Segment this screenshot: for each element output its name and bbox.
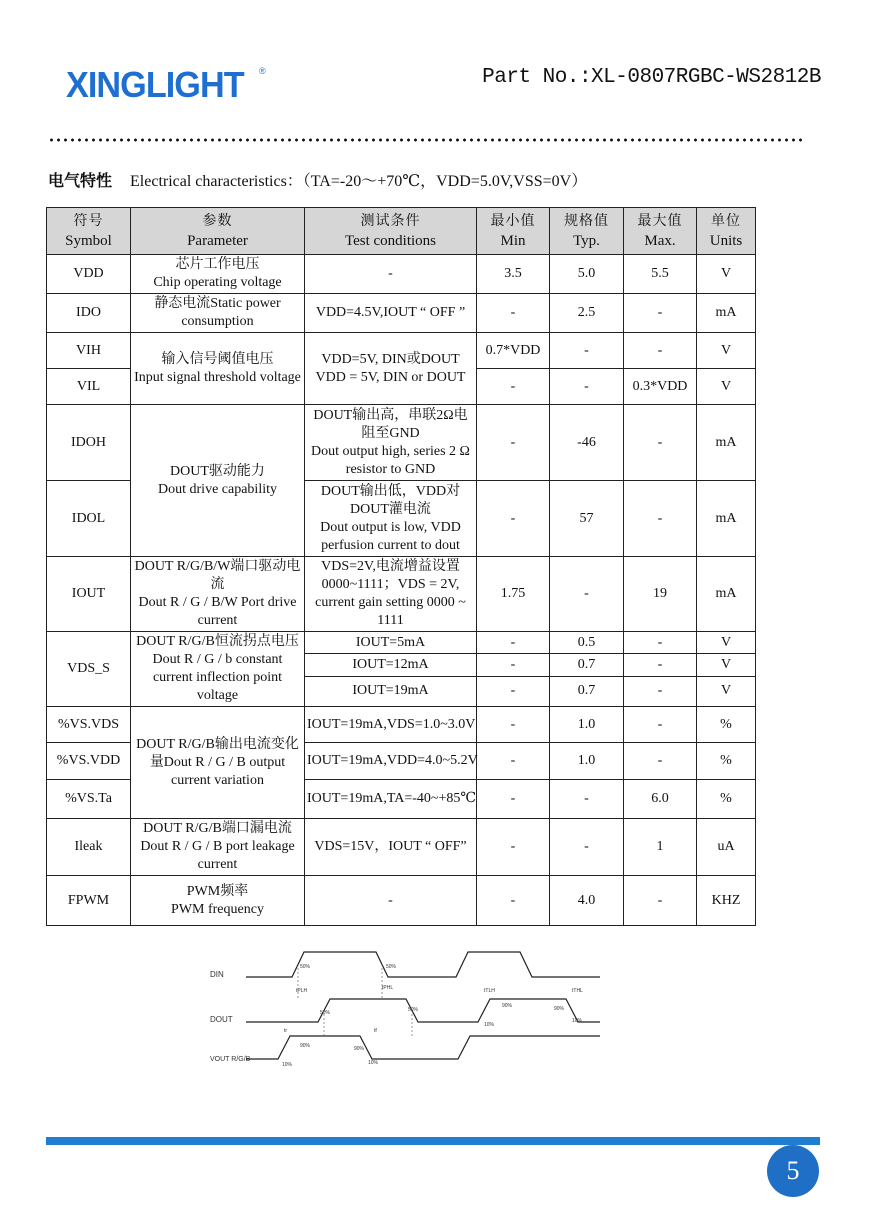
cell-parameter: 芯片工作电压 Chip operating voltage [131, 255, 305, 294]
cell-max: - [624, 333, 697, 369]
header-parameter: 参数 Parameter [131, 208, 305, 255]
cell-min: 0.7*VDD [477, 333, 550, 369]
cell-condition: - [305, 876, 477, 926]
dout-50-rise: 50% [320, 1010, 331, 1016]
header-typ: 规格值 Typ. [550, 208, 624, 255]
cell-min: - [477, 743, 550, 780]
cell-unit: V [697, 255, 756, 294]
din-50-fall: 50% [386, 964, 397, 970]
cell-parameter: 输入信号阈值电压 Input signal threshold voltage [131, 333, 305, 405]
dout-90-a: 90% [502, 1003, 513, 1009]
dout-waveform [246, 999, 600, 1022]
tplh-label: tPLH [296, 988, 308, 994]
cell-unit: % [697, 743, 756, 780]
cell-max: 0.3*VDD [624, 369, 697, 405]
cell-unit: V [697, 369, 756, 405]
cell-condition: IOUT=19mA,VDS=1.0~3.0V [305, 707, 477, 743]
cell-unit: % [697, 780, 756, 819]
tthl-label: tTHL [572, 988, 583, 994]
cell-condition: - [305, 255, 477, 294]
vout-90-a: 90% [300, 1043, 311, 1049]
cell-min: - [477, 632, 550, 654]
cell-symbol: FPWM [47, 876, 131, 926]
cell-max: - [624, 876, 697, 926]
cell-typ: 1.0 [550, 743, 624, 780]
cell-condition: IOUT=5mA [305, 632, 477, 654]
cell-condition: DOUT输出高，串联2Ω电阻至GND Dout output high, series 2 Ω resistor to GND [305, 405, 477, 481]
cell-min: 1.75 [477, 557, 550, 632]
table-row [47, 632, 756, 654]
cell-parameter: 静态电流Static power consumption [131, 294, 305, 333]
cell-unit: mA [697, 557, 756, 632]
cell-unit: uA [697, 819, 756, 876]
cell-symbol: VDS_S [47, 632, 131, 707]
table-row [47, 294, 756, 333]
cell-max: - [624, 481, 697, 557]
xinglight-logo: XINGLIGHT [66, 64, 244, 105]
table-row [47, 707, 756, 743]
cell-condition: IOUT=19mA,VDD=4.0~5.2V [305, 743, 477, 780]
cell-min: - [477, 819, 550, 876]
dout-label: DOUT [210, 1015, 233, 1024]
registered-mark: ® [259, 66, 266, 76]
cell-symbol: IDO [47, 294, 131, 333]
cell-min: 3.5 [477, 255, 550, 294]
table-row [47, 405, 756, 481]
cell-condition: IOUT=19mA,TA=-40~+85℃ [305, 780, 477, 819]
cell-parameter: PWM频率 PWM frequency [131, 876, 305, 926]
header-units: 单位 Units [697, 208, 756, 255]
cell-max: - [624, 707, 697, 743]
cell-unit: V [697, 333, 756, 369]
cell-typ: 0.7 [550, 676, 624, 706]
cell-min: - [477, 707, 550, 743]
cell-typ: 57 [550, 481, 624, 557]
section-heading [48, 168, 587, 191]
part-number: Part No.:XL-0807RGBC-WS2812B [482, 66, 821, 89]
cell-parameter: DOUT驱动能力 Dout drive capability [131, 405, 305, 557]
tphl-label: tPHL [382, 985, 394, 991]
cell-max: 1 [624, 819, 697, 876]
cell-max: - [624, 294, 697, 333]
section-title-zh: 电气特性 [48, 171, 113, 190]
cell-unit: V [697, 676, 756, 706]
table-row [47, 876, 756, 926]
cell-unit: mA [697, 405, 756, 481]
cell-condition: DOUT输出低，VDD对DOUT灌电流 Dout output is low, VDD perfusion current to dout [305, 481, 477, 557]
cell-typ: -46 [550, 405, 624, 481]
cell-typ: 4.0 [550, 876, 624, 926]
cell-max: - [624, 632, 697, 654]
cell-min: - [477, 876, 550, 926]
cell-symbol: IDOH [47, 405, 131, 481]
cell-typ: - [550, 333, 624, 369]
table-row [47, 557, 756, 632]
table-row [47, 819, 756, 876]
cell-typ: - [550, 369, 624, 405]
cell-symbol: IDOL [47, 481, 131, 557]
din-50-rise: 50% [300, 964, 311, 970]
cell-condition: VDS=2V,电流增益设置0000~1111；VDS = 2V, current gain setting 0000 ~ 1111 [305, 557, 477, 632]
cell-unit: mA [697, 294, 756, 333]
din-label: DIN [210, 970, 224, 979]
vout-90-b: 90% [354, 1046, 365, 1052]
cell-symbol: VIH [47, 333, 131, 369]
cell-typ: - [550, 819, 624, 876]
footer-bar [46, 1137, 820, 1145]
table-row [47, 333, 756, 369]
cell-min: - [477, 780, 550, 819]
cell-symbol: VDD [47, 255, 131, 294]
tr-label: tr [284, 1028, 288, 1034]
electrical-characteristics-table [46, 207, 756, 926]
cell-condition: VDD=4.5V,IOUT “ OFF ” [305, 294, 477, 333]
tf-label: tf [374, 1028, 377, 1034]
timing-diagram [210, 944, 602, 1072]
cell-parameter: DOUT R/G/B端口漏电流 Dout R / G / B port leakage current [131, 819, 305, 876]
header-symbol: 符号 Symbol [47, 208, 131, 255]
cell-max: 6.0 [624, 780, 697, 819]
cell-max: 19 [624, 557, 697, 632]
cell-symbol: %VS.Ta [47, 780, 131, 819]
page-number: 5 [767, 1145, 819, 1197]
cell-symbol: Ileak [47, 819, 131, 876]
cell-unit: V [697, 654, 756, 676]
cell-symbol: %VS.VDS [47, 707, 131, 743]
cell-typ: 1.0 [550, 707, 624, 743]
cell-parameter: DOUT R/G/B/W端口驱动电流 Dout R / G / B/W Port drive current [131, 557, 305, 632]
cell-min: - [477, 369, 550, 405]
cell-condition: IOUT=19mA [305, 676, 477, 706]
cell-max: - [624, 676, 697, 706]
cell-condition: VDD=5V, DIN或DOUT VDD = 5V, DIN or DOUT [305, 333, 477, 405]
cell-typ: - [550, 557, 624, 632]
vout-label: VOUT R/G/B [210, 1056, 251, 1063]
header-max: 最大值 Max. [624, 208, 697, 255]
cell-unit: KHZ [697, 876, 756, 926]
cell-typ: 2.5 [550, 294, 624, 333]
ttlh-label: tTLH [484, 988, 495, 994]
cell-symbol: IOUT [47, 557, 131, 632]
cell-unit: V [697, 632, 756, 654]
cell-symbol: %VS.VDD [47, 743, 131, 780]
cell-parameter: DOUT R/G/B输出电流变化量Dout R / G / B output current variation [131, 707, 305, 819]
cell-symbol: VIL [47, 369, 131, 405]
cell-unit: mA [697, 481, 756, 557]
cell-condition: IOUT=12mA [305, 654, 477, 676]
cell-unit: % [697, 707, 756, 743]
cell-max: - [624, 743, 697, 780]
cell-parameter: DOUT R/G/B恒流拐点电压Dout R / G / b constant current inflection point voltage [131, 632, 305, 707]
cell-max: 5.5 [624, 255, 697, 294]
vout-10-b: 10% [368, 1060, 379, 1066]
dout-10-a: 10% [484, 1022, 495, 1028]
table-row [47, 255, 756, 294]
dout-90-b: 90% [554, 1006, 565, 1012]
header-test-conditions: 测试条件 Test conditions [305, 208, 477, 255]
cell-max: - [624, 405, 697, 481]
cell-typ: 0.5 [550, 632, 624, 654]
cell-max: - [624, 654, 697, 676]
table-header-row [47, 208, 756, 255]
cell-typ: 5.0 [550, 255, 624, 294]
dout-10-b: 10% [572, 1018, 583, 1024]
dotted-divider [48, 138, 805, 142]
header-min: 最小值 Min [477, 208, 550, 255]
dout-50-fall: 50% [408, 1007, 419, 1013]
cell-min: - [477, 676, 550, 706]
cell-min: - [477, 294, 550, 333]
cell-min: - [477, 654, 550, 676]
vout-10-a: 10% [282, 1062, 293, 1068]
cell-typ: - [550, 780, 624, 819]
section-title-en: Electrical characteristics：（TA=-20～+70℃，VDD=5.0V,VSS=0V） [130, 173, 588, 190]
cell-typ: 0.7 [550, 654, 624, 676]
cell-min: - [477, 405, 550, 481]
cell-condition: VDS=15V，IOUT “ OFF” [305, 819, 477, 876]
cell-min: - [477, 481, 550, 557]
